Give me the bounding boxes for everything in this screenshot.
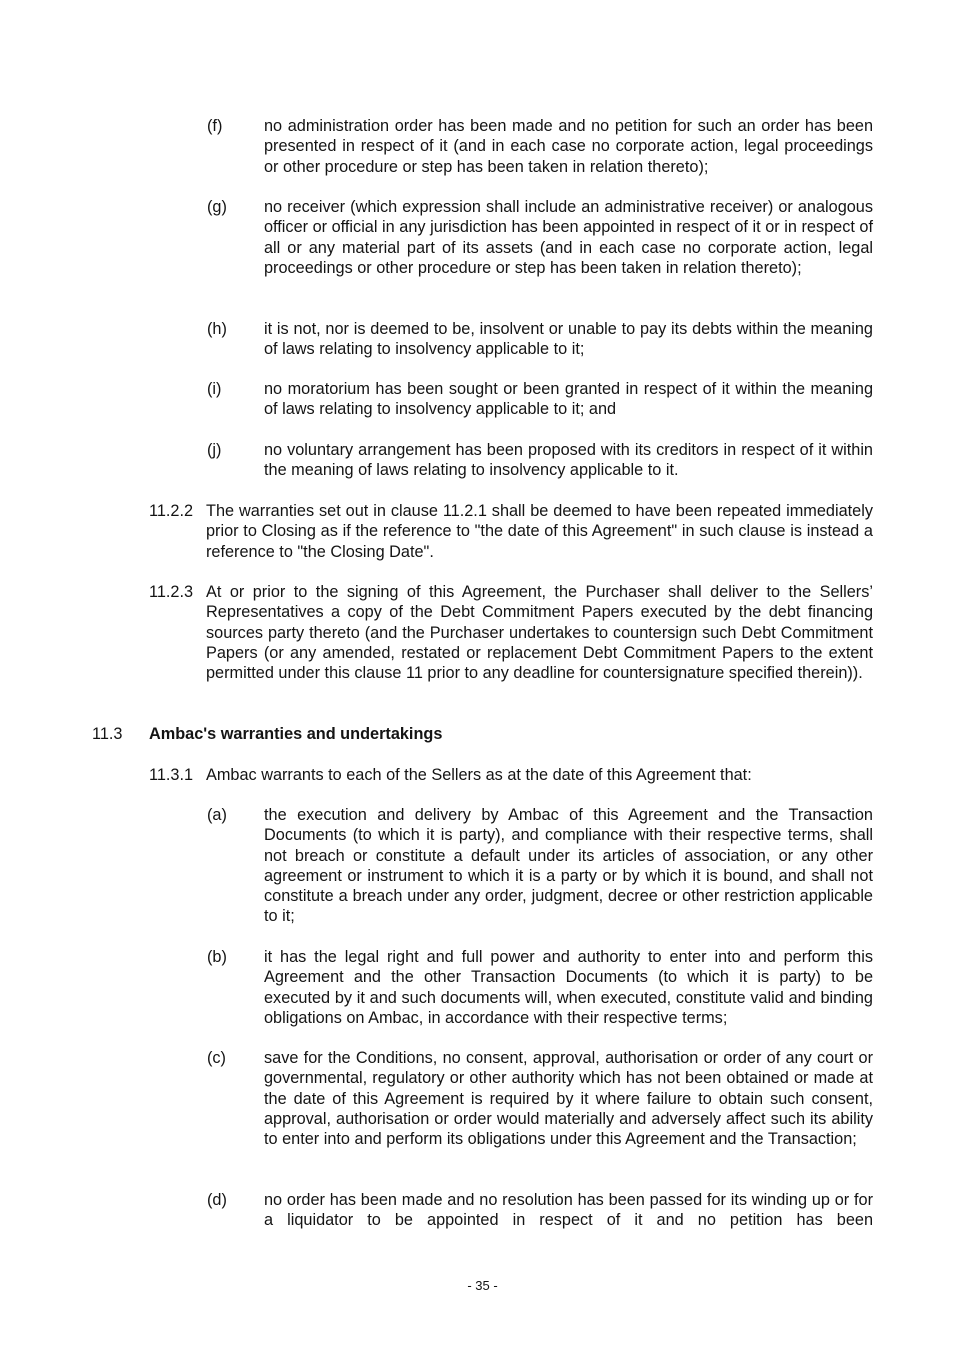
item-text: no receiver (which expression shall include an administrative receiver) or analogous officer or official in any jurisdiction has been appointed in respect of it or in respect of all or any material part of its assets (and in each case no corporate action, legal proceedings or other procedure or step has been taken in relation thereto); [264,198,873,277]
section-title: Ambac's warranties and undertakings [149,725,443,743]
clause-text: Ambac warrants to each of the Sellers as at the date of this Agreement that: [206,766,752,784]
item-label: (f) [207,117,223,135]
item-text: it has the legal right and full power and authority to enter into and perform this Agreement and the other Transaction Documents (to which it is party) to be executed by it and such documents will, when executed, constitute valid and binding obligations on Ambac, in accordance with their respective terms; [264,948,873,1027]
item-text: no moratorium has been sought or been granted in respect of it within the meaning of laws relating to insolvency applicable to it; and [264,380,873,419]
item-label: (d) [207,1191,227,1209]
item-text: no administration order has been made and no petition for such an order has been presented in respect of it (and in each case no corporate action, legal proceedings or other procedure or step has been taken in relation thereto); [264,117,873,176]
item-label: (i) [207,380,222,398]
clause-number: 11.2.3 [149,583,194,601]
item-text: save for the Conditions, no consent, approval, authorisation or order of any court or governmental, regulatory or other authority which has not been obtained or made at the date of this Agreement is required by it where failure to obtain such consent, approval, authorisation or order would materially and adversely affect such its ability to enter into and perform its obligations under this Agreement and the Transaction; [264,1049,873,1149]
item-label: (c) [207,1049,226,1067]
clause-text: At or prior to the signing of this Agreement, the Purchaser shall deliver to the Sellers’ Representatives a copy of the Debt Commitment Papers executed by the debt financing sources party thereto (and the Purchaser undertakes to countersign such Debt Commitment Papers (or any amended, restated or replacement Debt Commitment Papers to the extent permitted under this clause 11 prior to any deadline for countersignature specified therein)). [206,583,873,683]
clause-number: 11.2.2 [149,502,194,520]
item-label: (g) [207,198,227,216]
item-text: no voluntary arrangement has been proposed with its creditors in respect of it within the meaning of laws relating to insolvency applicable to it. [264,441,873,480]
item-text: no order has been made and no resolution has been passed for its winding up or for a liquidator to be appointed in respect of it and no petition has been [264,1191,873,1230]
item-label: (b) [207,948,227,966]
item-label: (h) [207,320,227,338]
page-number: - 35 - [467,1278,498,1293]
item-label: (a) [207,806,227,824]
clause-text: The warranties set out in clause 11.2.1 shall be deemed to have been repeated immediately prior to Closing as if the reference to "the date of this Agreement" in such clause is instead a reference to "the Closing Date". [206,502,873,561]
item-text: the execution and delivery by Ambac of this Agreement and the Transaction Documents (to which it is party), and compliance with their respective terms, shall not breach or constitute a default under its articles of association, or any other agreement or instrument to which it is a party or by which it is bound, and shall not constitute a breach under any order, judgment, decree or other restriction applicable to it; [264,806,873,926]
section-number: 11.3 [92,725,123,743]
item-text: it is not, nor is deemed to be, insolvent or unable to pay its debts within the meaning of laws relating to insolvency applicable to it; [264,320,873,359]
clause-number: 11.3.1 [149,766,194,784]
item-label: (j) [207,441,222,459]
